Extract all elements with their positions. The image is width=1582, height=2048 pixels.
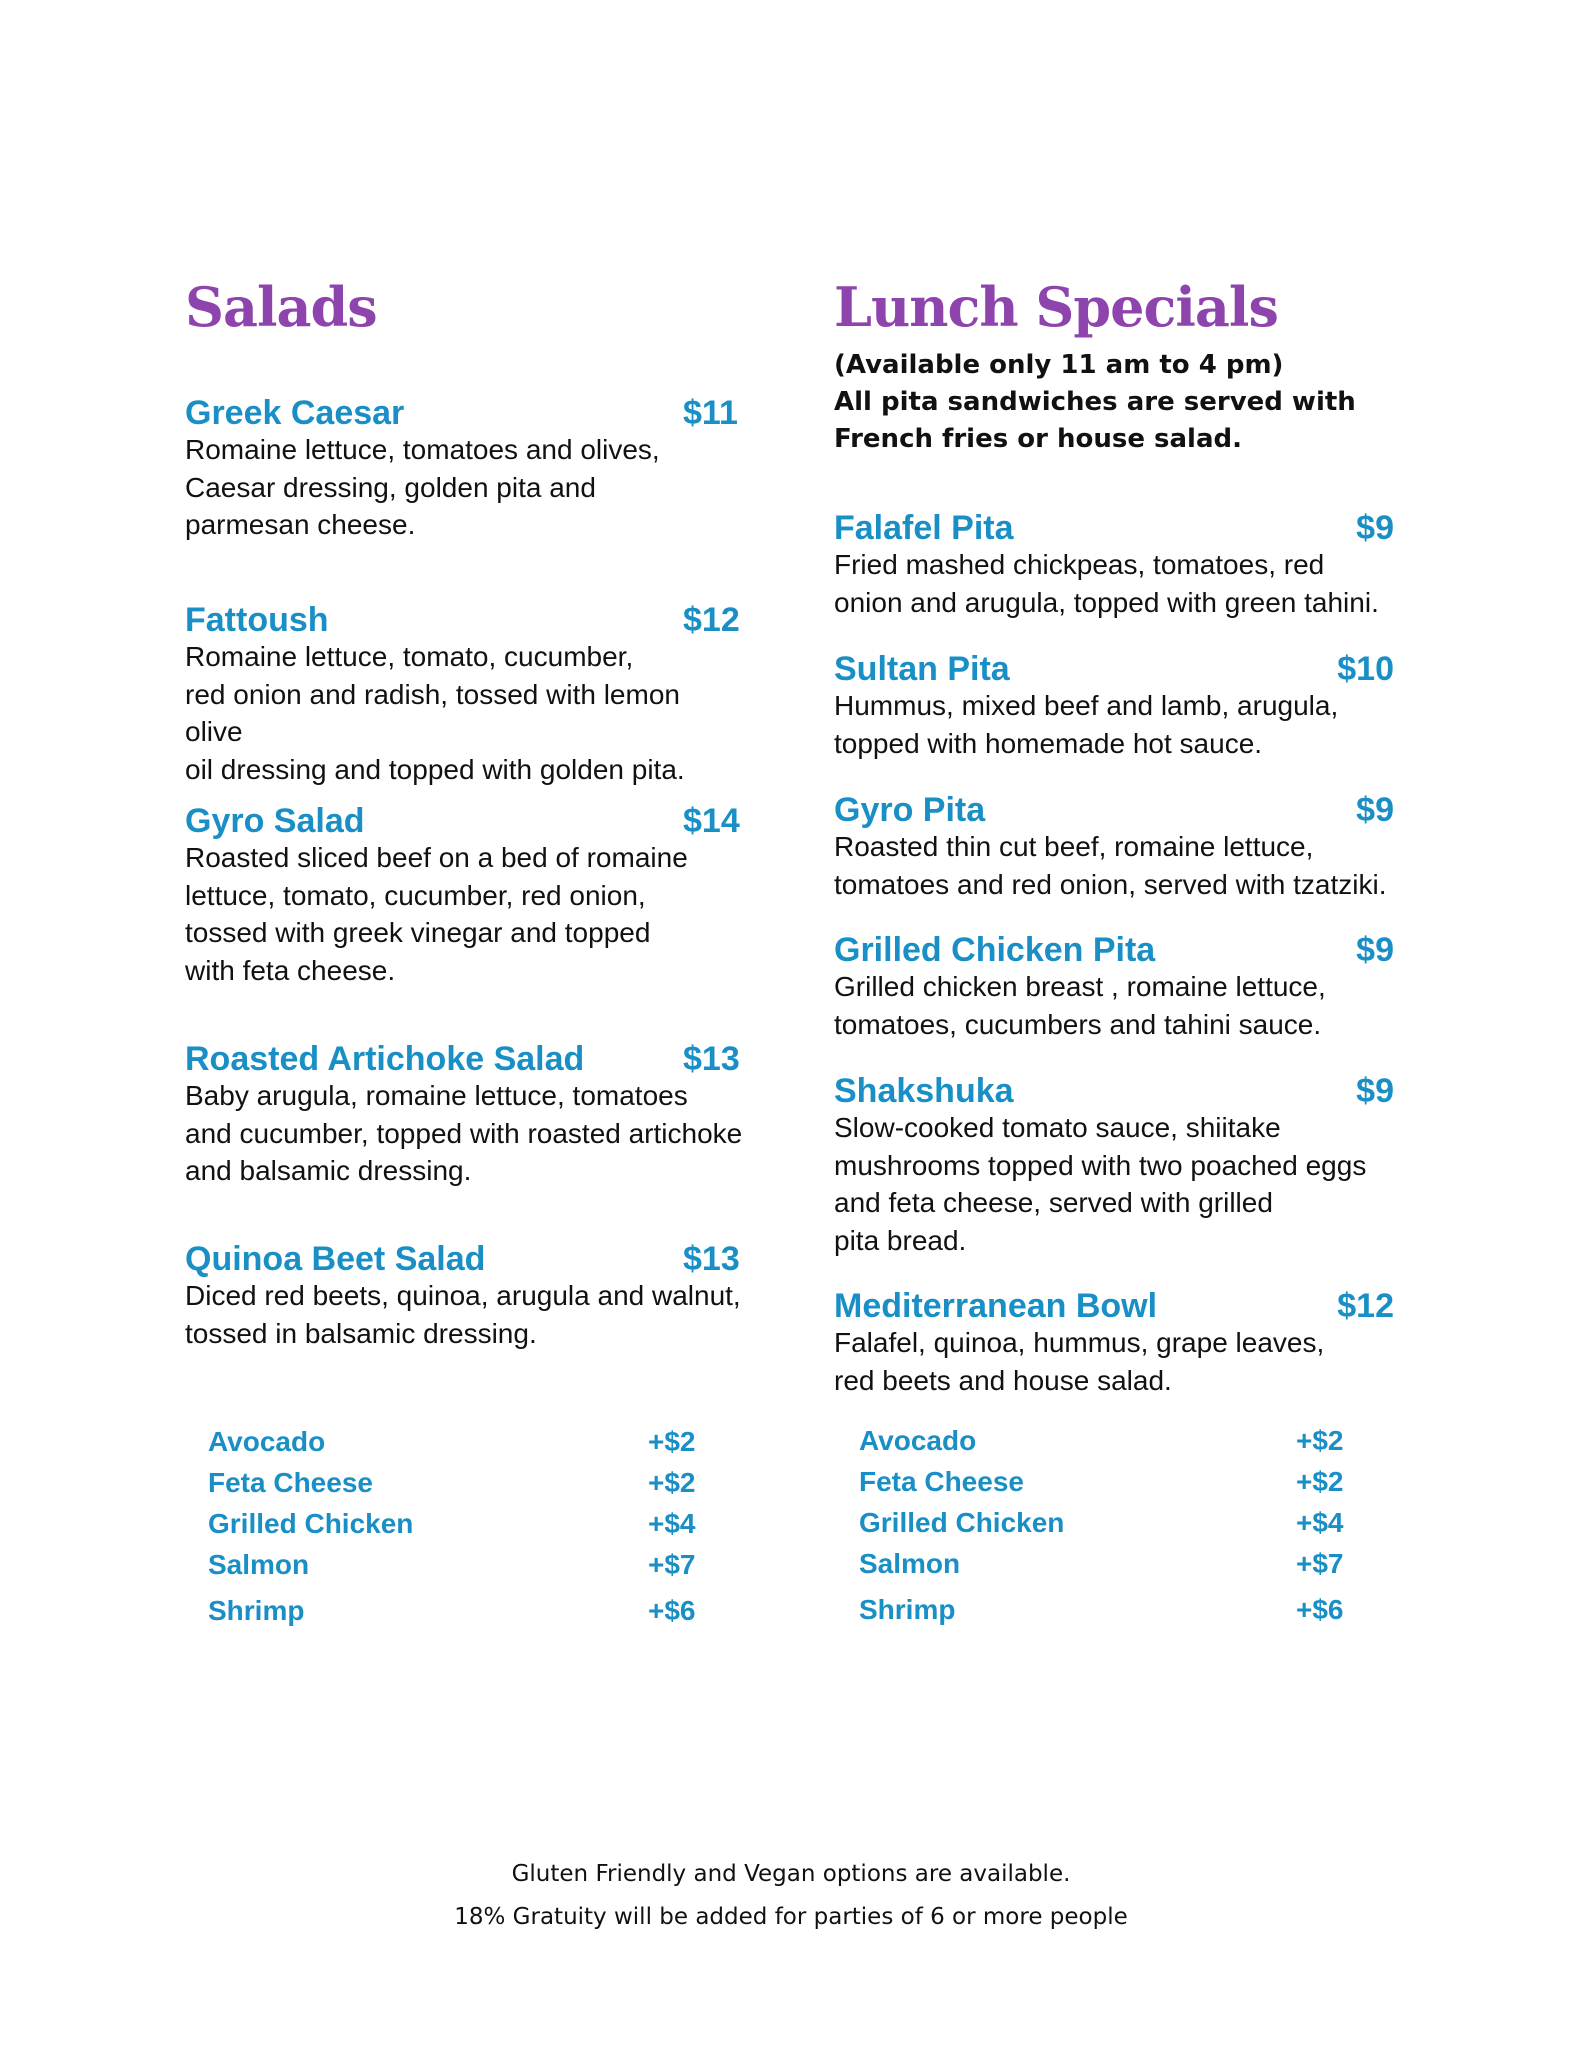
item-name: Shakshuka [834,1072,1014,1110]
add-ons-list [208,1421,708,1631]
add-on-name: Avocado [208,1426,326,1457]
add-on-price: +$6 [648,1595,696,1626]
item-name: Quinoa Beet Salad [185,1240,486,1278]
item-name: Falafel Pita [834,509,1014,547]
item-price: $9 [1356,509,1394,547]
item-price: $9 [1356,791,1394,829]
item-description: Grilled chicken breast , romaine lettuce, tomatoes, cucumbers and tahini sauce. [834,971,1326,1040]
menu-item [185,600,745,788]
item-name: Gyro Salad [185,802,365,840]
item-price: $13 [683,1240,740,1278]
add-on-name: Grilled Chicken [208,1508,414,1539]
menu-item [834,1286,1394,1399]
lunch-specials-title: Lunch Specials [834,275,1278,339]
add-on-name: Feta Cheese [859,1466,1024,1497]
add-on-row [859,1461,1359,1502]
lunch-note-hours: (Available only 11 am to 4 pm) [834,350,1284,380]
add-on-row [859,1543,1359,1584]
add-on-row [859,1589,1359,1630]
item-description: Baby arugula, romaine lettuce, tomatoes and cucumber, topped with roasted artichoke and balsamic dressing. [185,1080,743,1186]
add-on-price: +$7 [1296,1548,1344,1579]
lunch-note-sides-cont: French fries or house salad. [834,424,1242,454]
item-price: $12 [1337,1287,1394,1325]
add-on-name: Grilled Chicken [859,1507,1065,1538]
footer-dietary-note: Gluten Friendly and Vegan options are available. [511,1861,1071,1887]
item-name: Fattoush [185,601,329,639]
item-price: $12 [683,601,740,639]
item-price: $9 [1356,1072,1394,1110]
item-name: Sultan Pita [834,650,1010,688]
menu-item [185,1039,745,1190]
item-name: Mediterranean Bowl [834,1287,1158,1325]
menu-item [834,1071,1394,1259]
lunch-note-sides: All pita sandwiches are served with [834,387,1356,417]
item-description: Romaine lettuce, tomato, cucumber, red onion and radish, tossed with lemon olive oil dressing and topped with golden pita. [185,641,685,785]
add-on-price: +$2 [1296,1425,1344,1456]
add-on-name: Avocado [859,1425,977,1456]
item-name: Greek Caesar [185,394,405,432]
item-description: Hummus, mixed beef and lamb, arugula, topped with homemade hot sauce. [834,690,1339,759]
add-on-name: Salmon [208,1549,310,1580]
salads-title: Salads [185,275,377,339]
add-ons-list [859,1420,1359,1630]
add-on-row [859,1420,1359,1461]
item-name: Gyro Pita [834,791,986,829]
add-on-row [208,1462,708,1503]
add-on-price: +$7 [648,1549,696,1580]
add-on-name: Shrimp [208,1595,305,1626]
item-price: $14 [683,802,740,840]
add-on-row [208,1590,708,1631]
item-price: $10 [1337,650,1394,688]
add-on-price: +$4 [1296,1507,1344,1538]
menu-item [834,508,1394,621]
menu-item [834,930,1394,1043]
menu-item [185,1239,745,1352]
item-price: $11 [683,394,738,432]
item-description: Roasted thin cut beef, romaine lettuce, tomatoes and red onion, served with tzatziki. [834,831,1387,900]
item-description: Romaine lettuce, tomatoes and olives, Caesar dressing, golden pita and parmesan cheese. [185,434,660,540]
add-on-row [208,1503,708,1544]
add-on-row [208,1421,708,1462]
menu-item [834,790,1394,903]
item-description: Falafel, quinoa, hummus, grape leaves, red beets and house salad. [834,1327,1325,1396]
add-on-price: +$2 [648,1467,696,1498]
add-on-row [208,1544,708,1585]
add-on-name: Shrimp [859,1594,956,1625]
add-on-name: Feta Cheese [208,1467,373,1498]
item-price: $13 [683,1040,740,1078]
add-on-name: Salmon [859,1548,961,1579]
add-on-price: +$2 [648,1426,696,1457]
menu-item [185,801,745,989]
add-on-price: +$4 [648,1508,696,1539]
add-on-row [859,1502,1359,1543]
item-description: Fried mashed chickpeas, tomatoes, red onion and arugula, topped with green tahini. [834,549,1379,618]
footer-gratuity-note: 18% Gratuity will be added for parties of 6 or more people [454,1904,1128,1930]
item-name: Grilled Chicken Pita [834,931,1156,969]
item-description: Slow-cooked tomato sauce, shiitake mushrooms topped with two poached eggs and feta cheese, served with grilled pita bread. [834,1112,1367,1256]
item-name: Roasted Artichoke Salad [185,1040,585,1078]
menu-item [185,393,745,544]
item-price: $9 [1356,931,1394,969]
item-description: Roasted sliced beef on a bed of romaine lettuce, tomato, cucumber, red onion, tossed with greek vinegar and topped with feta cheese. [185,842,688,986]
add-on-price: +$6 [1296,1594,1344,1625]
menu-item [834,649,1394,762]
add-on-price: +$2 [1296,1466,1344,1497]
item-description: Diced red beets, quinoa, arugula and walnut, tossed in balsamic dressing. [185,1280,741,1349]
